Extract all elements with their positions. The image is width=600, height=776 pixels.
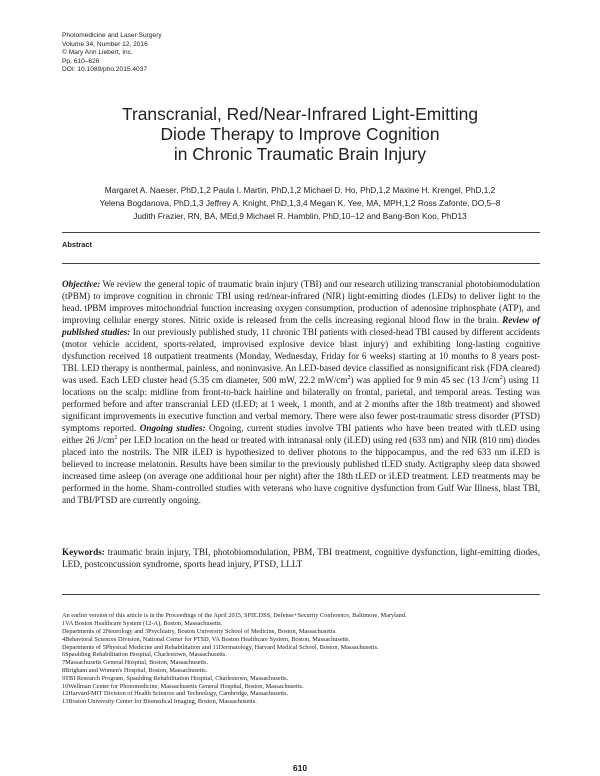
footnote-affiliation-4: 4Behavioral Sciences Division, National Center for PTSD, VA Boston Healthcare System, Boston, Massachusetts. [62,635,351,643]
abstract-heading: Abstract [62,240,92,249]
authors-line-2: Yelena Bogdanova, PhD,1,3 Jeffrey A. Knight, PhD,1,3,4 Megan K. Yee, MA, MPH,1,2 Ross Zafonte, DO,5–8 [99,198,501,208]
abstract-top-rule [62,232,540,233]
article-title [60,104,540,164]
journal-copyright: © Mary Ann Liebert, Inc. [62,49,133,57]
review-label: Review of published studies: [62,315,540,337]
page-number: 610 [292,763,308,773]
journal-pages: Pp. 610–626 [62,57,100,65]
review-superscript-2: 2 [499,374,503,381]
abstract-paragraph [62,278,540,506]
title-line-2: Diode Therapy to Improve Cognition [160,124,440,144]
review-text-b: ) was applied for 9 min 45 sec (13 J/cm [350,375,500,385]
review-superscript-1: 2 [347,374,351,381]
footnote-affiliation-7: 7Massachusetts General Hospital, Boston, Massachusetts. [62,659,209,667]
footnote-affiliation-2-3: Departments of 2Neurology and 3Psychiatry, Boston University School of Medicine, Boston, Massachusetts. [62,628,337,636]
keywords-label: Keywords: [62,547,105,557]
footnote-affiliation-9: 9TBI Research Program, Spaulding Rehabilitation Hospital, Charlestown, Massachusetts. [62,674,289,682]
footnote-affiliation-13: 13Boston University Center for Biomedical Imaging, Boston, Massachusetts. [62,698,257,706]
authors-line-1: Margaret A. Naeser, PhD,1,2 Paula I. Martin, PhD,1,2 Michael D. Ho, PhD,1,2 Maxine H. Krengel, PhD,1,2 [104,185,496,195]
journal-name: Photomedicine and Laser Surgery [62,32,162,39]
review-text-c: ) using 11 locations on the scalp: midline from front-to-back hairline and bilaterally on frontal, parietal, and temporal areas. Testing was performed before and after transcranial LED (tLED; at 1 week, 1 month, and at 2 months after the 18th treatment) and showed significant improvements in executive function and verbal memory. There were also fewer post-traumatic stress disorder (PTSD) symptoms reported. [62,375,540,433]
abstract-heading-rule [62,263,540,264]
abstract-body [62,278,540,506]
footnote-affiliation-10: 10Wellman Center for Photomedicine, Massachusetts General Hospital, Boston, Massachusetts. [62,682,304,690]
authors-line-3: Judith Frazier, RN, BA, MEd,9 Michael R. Hamblin, PhD,10–12 and Bang-Bon Koo, PhD13 [133,211,467,221]
journal-volume: Volume 34, Number 12, 2016 [62,40,148,48]
journal-info [62,32,162,75]
keywords-text: traumatic brain injury, TBI, photobiomodulation, PBM, TBI treatment, cognitive dysfunction, light-emitting diodes, LED, postconcussion syndrome, sports head injury, PTSD, LLLT [62,547,540,569]
footnote-earlier-version: An earlier version of this article is in the Proceedings of the April 2015, SPIE.DSS, Defense+Security Conference, Baltimore, Maryland. [62,612,407,619]
title-line-3: in Chronic Traumatic Brain Injury [173,144,427,164]
keywords [62,546,540,570]
footnote-affiliation-6: 6Spaulding Rehabilitation Hospital, Charlestown, Massachusetts. [62,651,227,659]
footnote-affiliation-8: 8Brigham and Women's Hospital, Boston, Massachusetts. [62,667,208,675]
objective-label: Objective: [62,279,101,289]
ongoing-text-a: Ongoing, current studies involve TBI patients who have been treated with tLED using either 26 J/cm [62,423,540,445]
footnote-affiliation-5-11: Departments of 5Physical Medicine and Rehabilitation and 11Dermatology, Harvard Medical School, Boston, Massachusetts. [62,643,379,651]
title-line-1: Transcranial, Red/Near-Infrared Light-Emitting [121,104,478,124]
author-list [60,184,540,223]
ongoing-text-b: per LED location on the head or treated with intranasal only (iLED) using red (633 nm) and NIR (810 nm) diodes placed into the nostrils. The NIR iLED is hypothesized to deliver photons to the hippocampus, and the red 633 nm iLED is believed to increase melatonin. Results have been similar to the previously published tLED study. Actigraphy sleep data showed increased time asleep (on average one additional hour per night) after the 18th tLED or iLED treatment. LED treatments may be performed in the home. Sham-controlled studies with veterans who have cognitive dysfunction from Gulf War Illness, blast TBI, and TBI/PTSD are currently ongoing. [62,435,540,505]
abstract-bottom-rule [62,594,540,595]
ongoing-superscript: 2 [114,434,118,441]
footnote-affiliation-12: 12Harvard-MIT Division of Health Sciences and Technology, Cambridge, Massachusetts. [62,690,289,698]
footnotes [62,612,540,706]
footnote-affiliation-1: 1VA Boston Healthcare System (12-A), Boston, Massachusetts. [62,620,223,628]
review-text-a: In our previously published study, 11 chronic TBI patients with closed-head TBI caused by different accidents (motor vehicle accident, sports-related, improvised explosive device blast injury) and exhibiting long-lasting cognitive dysfunction received 18 outpatient treatments (Monday, Wednesday, Friday for 6 weeks) starting at 10 months to 8 years post-TBI. LED therapy is nonthermal, painless, and noninvasive. An LED-based device classified as nonsignificant risk (FDA cleared) was used. Each LED cluster head (5.35 cm diameter, 500 mW, 22.2 mW/cm [62,327,541,385]
ongoing-label: Ongoing studies: [136,423,206,433]
journal-doi: DOI: 10.1089/pho.2015.4037 [62,66,148,74]
objective-text: We review the general topic of traumatic brain injury (TBI) and our research utilizing transcranial photobiomodulation (tPBM) to improve cognition in chronic TBI using red/near-infrared (NIR) light-emitting diodes (LEDs) to deliver light to the head. tPBM improves mitochondrial function increasing oxygen consumption, production of adenosine triphosphate (ATP), and improving cellular energy stores. Nitric oxide is released from the cells increasing regional blood flow in the brain. [62,279,540,325]
